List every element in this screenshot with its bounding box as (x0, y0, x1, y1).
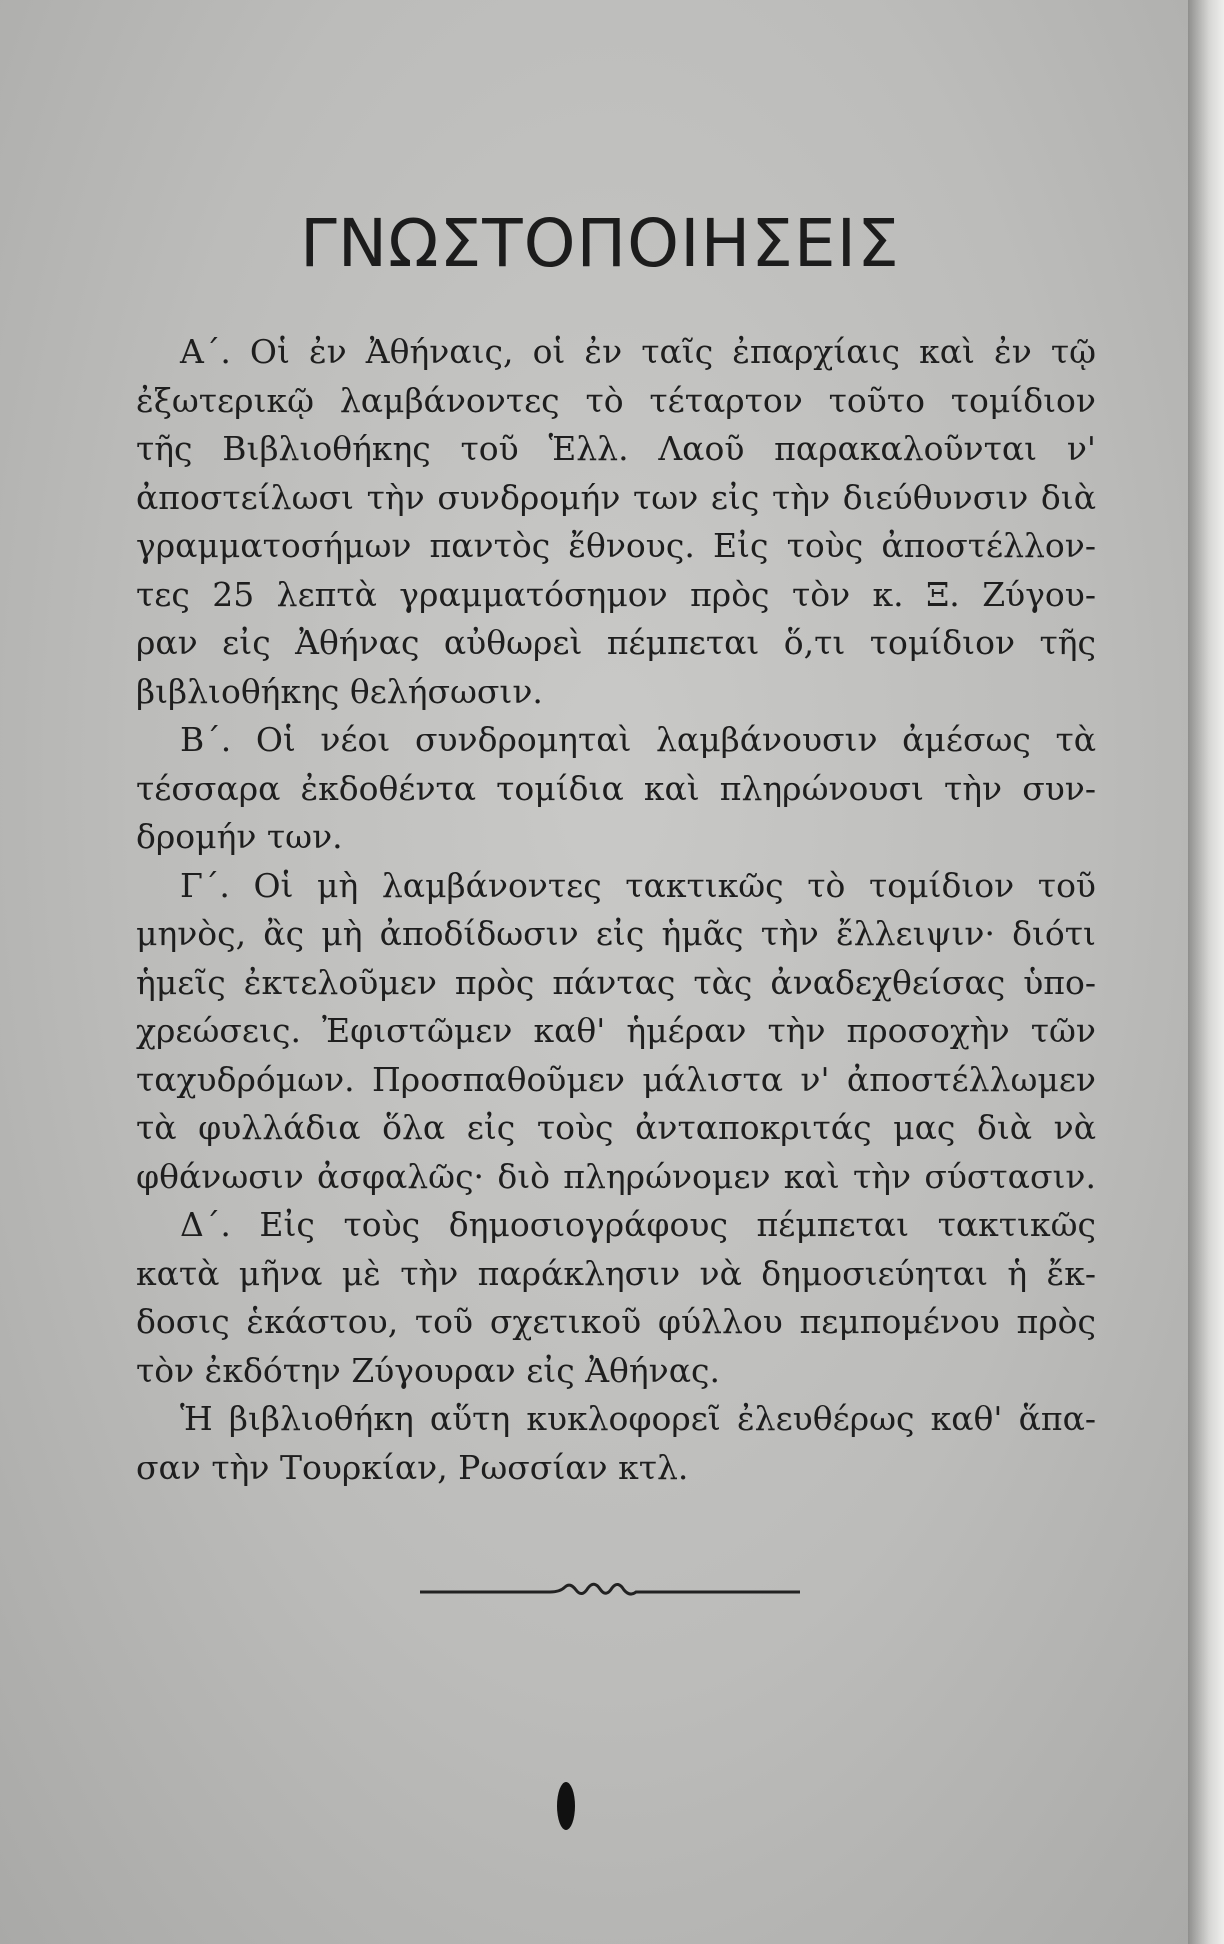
text-line-12: Γ΄. Οἱ μὴ λαμβάνοντες τακτικῶς τὸ τομίδιον τοῦ (180, 865, 1096, 905)
text-line-7: ραν εἰς Ἀθήνας αὐθωρεὶ πέμπεται ὅ,τι τομίδιον τῆς (136, 623, 1096, 662)
text-line-15: χρεώσεις. Ἐφιστῶμεν καθ' ἡμέραν τὴν προσοχὴν τῶν (136, 1011, 1096, 1050)
page-title: ΓΝΩΣΤΟΠΟΙΗΣΕΙΣ (300, 205, 900, 282)
text-line-24: σαν τὴν Τουρκίαν, Ρωσσίαν κτλ. (136, 1447, 689, 1487)
text-line-14: ἡμεῖς ἐκτελοῦμεν πρὸς πάντας τὰς ἀναδεχθείσας ὑπο- (136, 962, 1096, 1002)
text-line-19: Δ΄. Εἰς τοὺς δημοσιογράφους πέμπεται τακτικῶς (180, 1205, 1096, 1244)
text-line-5: γραμματοσήμων παντὸς ἔθνους. Εἰς τοὺς ἀποστέλλον- (136, 526, 1096, 565)
text-line-23: Ἡ βιβλιοθήκη αὕτη κυκλοφορεῖ ἐλευθέρως καθ' ἅπα- (180, 1399, 1096, 1438)
notices-text (136, 328, 1096, 1492)
page-edge-shadow (1188, 0, 1224, 1944)
text-line-1: Α΄. Οἱ ἐν Ἀθήναις, οἱ ἐν ταῖς ἐπαρχίαις καὶ ἐν τῷ (180, 332, 1096, 371)
text-line-6: τες 25 λεπτὰ γραμματόσημον πρὸς τὸν κ. Ξ. Ζύγου- (136, 574, 1096, 614)
text-line-2: ἐξωτερικῷ λαμβάνοντες τὸ τέταρτον τοῦτο τομίδιον (136, 380, 1096, 420)
text-line-4: ἀποστείλωσι τὴν συνδρομήν των εἰς τὴν διεύθυνσιν διὰ (136, 477, 1096, 517)
text-line-22: τὸν ἐκδότην Ζύγουραν εἰς Ἀθήνας. (136, 1350, 720, 1390)
ink-blot (555, 1780, 577, 1832)
text-line-10: τέσσαρα ἐκδοθέντα τομίδια καὶ πληρώνουσι τὴν συν- (136, 768, 1096, 808)
text-line-20: κατὰ μῆνα μὲ τὴν παράκλησιν νὰ δημοσιεύηται ἡ ἔκ- (136, 1253, 1096, 1293)
text-line-3: τῆς Βιβλιοθήκης τοῦ Ἑλλ. Λαοῦ παρακαλοῦνται ν' (136, 429, 1096, 468)
text-line-17: τὰ φυλλάδια ὅλα εἰς τοὺς ἀνταποκριτάς μας διὰ νὰ (136, 1108, 1096, 1147)
decorative-rule (420, 1570, 800, 1610)
text-line-11: δρομήν των. (136, 817, 343, 856)
text-line-13: μηνὸς, ἂς μὴ ἀποδίδωσιν εἰς ἡμᾶς τὴν ἔλλειψιν· διότι (136, 914, 1096, 953)
text-line-21: δοσις ἑκάστου, τοῦ σχετικοῦ φύλλου πεμπομένου πρὸς (136, 1302, 1096, 1341)
text-line-18: φθάνωσιν ἀσφαλῶς· διὸ πληρώνομεν καὶ τὴν σύστασιν. (136, 1156, 1096, 1196)
text-line-9: Β΄. Οἱ νέοι συνδρομηταὶ λαμβάνουσιν ἀμέσως τὰ (180, 720, 1096, 759)
text-line-8: βιβλιοθήκης θελήσωσιν. (136, 671, 543, 711)
text-line-16: ταχυδρόμων. Προσπαθοῦμεν μάλιστα ν' ἀποστέλλωμεν (136, 1059, 1096, 1099)
